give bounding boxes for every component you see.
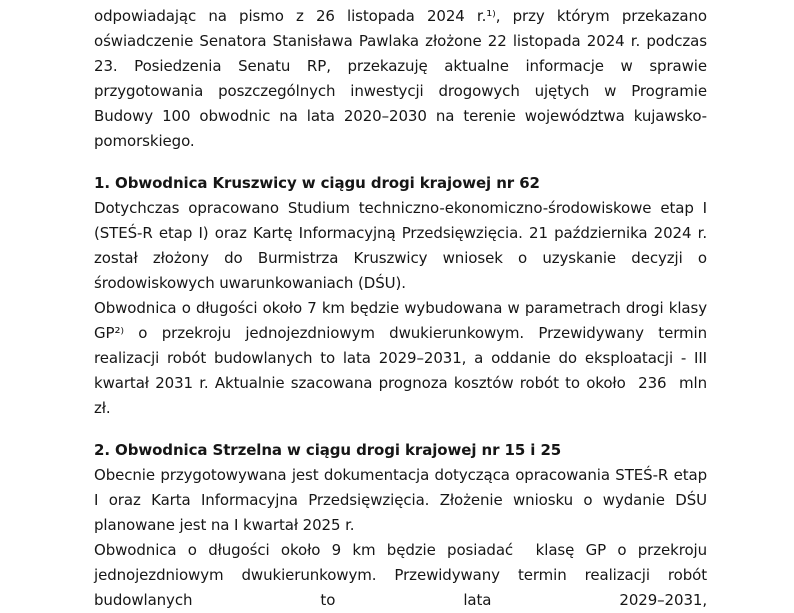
section-1-paragraph-2: Obwodnica o długości około 7 km będzie wybudowana w parametrach drogi klasy GP²⁾ o przekroju jednojezdniowym dwukierunkowym. Przewidywany termin realizacji robót budowlanych to lata 2029–2031, a oddanie do eksploatacji - III kwartał 2031 r. Aktualnie szacowana prognoza kosztów robót to około 236 mln zł.	[94, 299, 717, 417]
section-2-heading: 2. Obwodnica Strzelna w ciągu drogi krajowej nr 15 i 25	[94, 441, 562, 459]
intro-paragraph: odpowiadając na pismo z 26 listopada 2024 r.¹⁾, przy którym przekazano oświadczenie Senatora Stanisława Pawlaka złożone 22 listopada 2024 r. podczas 23. Posiedzenia Senatu RP, przekazuję aktualne informacje w sprawie przygotowania poszczególnych inwestycji drogowych ujętych w Programie Budowy 100 obwodnic na lata 2020–2030 na terenie województwa kujawsko-pomorskiego.	[94, 7, 712, 150]
section-1-heading: 1. Obwodnica Kruszwicy w ciągu drogi krajowej nr 62	[94, 174, 540, 192]
section-kruszwica-bypass	[94, 171, 717, 421]
section-2-paragraph-2: Obwodnica o długości około 9 km będzie posiadać klasę GP o przekroju jednojezdniowym dwukierunkowym. Przewidywany termin realizacji robót budowlanych to lata 2029–2031,	[94, 541, 712, 609]
section-strzelno-bypass	[94, 438, 712, 613]
section-1-paragraph-1: Dotychczas opracowano Studium techniczno-ekonomiczno-środowiskowe etap I (STEŚ-R etap I) oraz Kartę Informacyjną Przedsięwzięcia. 21 października 2024 r. został złożony do Burmistrza Kruszwicy wniosek o uzyskanie decyzji o środowiskowych uwarunkowaniach (DŚU).	[94, 199, 712, 292]
section-2-paragraph-1: Obecnie przygotowywana jest dokumentacja dotycząca opracowania STEŚ-R etap I oraz Karta Informacyjna Przedsięwzięcia. Złożenie wniosku o wydanie DŚU planowane jest na I kwartał 2025 r.	[94, 466, 712, 534]
